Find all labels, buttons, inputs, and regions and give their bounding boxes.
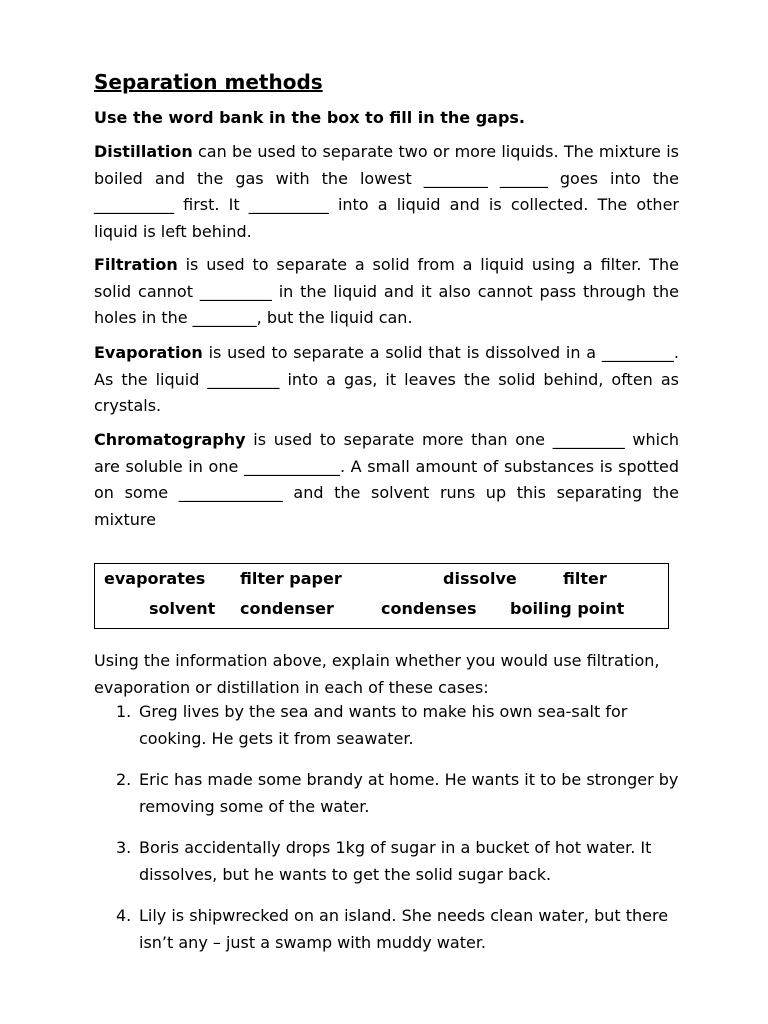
word-bank-item: filter paper <box>240 569 342 588</box>
word-bank-item: boiling point <box>510 599 625 618</box>
text-evaporation: is used to separate a solid that is dissolved in a _________. As the liquid _________ into a gas, it leaves the solid behind, often as crystals. <box>94 343 679 415</box>
questions-intro: Using the information above, explain whether you would use filtration, evaporation or distillation in each of these cases: <box>94 651 660 697</box>
text-filtration: is used to separate a solid from a liquid using a filter. The solid cannot _________ in the liquid and it also cannot pass through the holes in the ________, but the liquid can. <box>94 255 679 327</box>
word-bank-item: condenses <box>381 599 477 618</box>
word-bank-box <box>94 563 669 629</box>
paragraph-evaporation <box>94 340 679 420</box>
question-text: Greg lives by the sea and wants to make his own sea-salt for cooking. He gets it from seawater. <box>139 702 628 748</box>
term-filtration: Filtration <box>94 255 178 274</box>
text-chromatography: is used to separate more than one _________ which are soluble in one ____________. A small amount of substances is spotted on some _____________ and the solvent runs up this separating the mixture <box>94 430 679 529</box>
paragraph-distillation <box>94 139 679 245</box>
question-text: Eric has made some brandy at home. He wants it to be stronger by removing some of the water. <box>139 770 679 816</box>
question-number: 1. <box>116 702 132 721</box>
question-text: Boris accidentally drops 1kg of sugar in a bucket of hot water. It dissolves, but he wants to get the solid sugar back. <box>139 838 652 884</box>
word-bank-item: filter <box>563 569 607 588</box>
term-chromatography: Chromatography <box>94 430 246 449</box>
paragraph-filtration <box>94 252 679 332</box>
term-distillation: Distillation <box>94 142 193 161</box>
paragraph-chromatography <box>94 427 679 533</box>
instruction-text: Use the word bank in the box to fill in the gaps. <box>94 108 525 127</box>
term-evaporation: Evaporation <box>94 343 203 362</box>
word-bank-item: evaporates <box>104 569 206 588</box>
text-distillation: can be used to separate two or more liquids. The mixture is boiled and the gas with the lowest ________ ______ goes into the __________ first. It __________ into a liquid and is collected. The other liquid is left behind. <box>94 142 679 241</box>
word-bank-item: dissolve <box>443 569 517 588</box>
question-text: Lily is shipwrecked on an island. She needs clean water, but there isn’t any – just a swamp with muddy water. <box>139 906 669 952</box>
question-number: 2. <box>116 770 132 789</box>
question-number: 3. <box>116 838 132 857</box>
page-title: Separation methods <box>94 70 323 94</box>
word-bank-item: condenser <box>240 599 334 618</box>
question-number: 4. <box>116 906 132 925</box>
word-bank-item: solvent <box>149 599 216 618</box>
